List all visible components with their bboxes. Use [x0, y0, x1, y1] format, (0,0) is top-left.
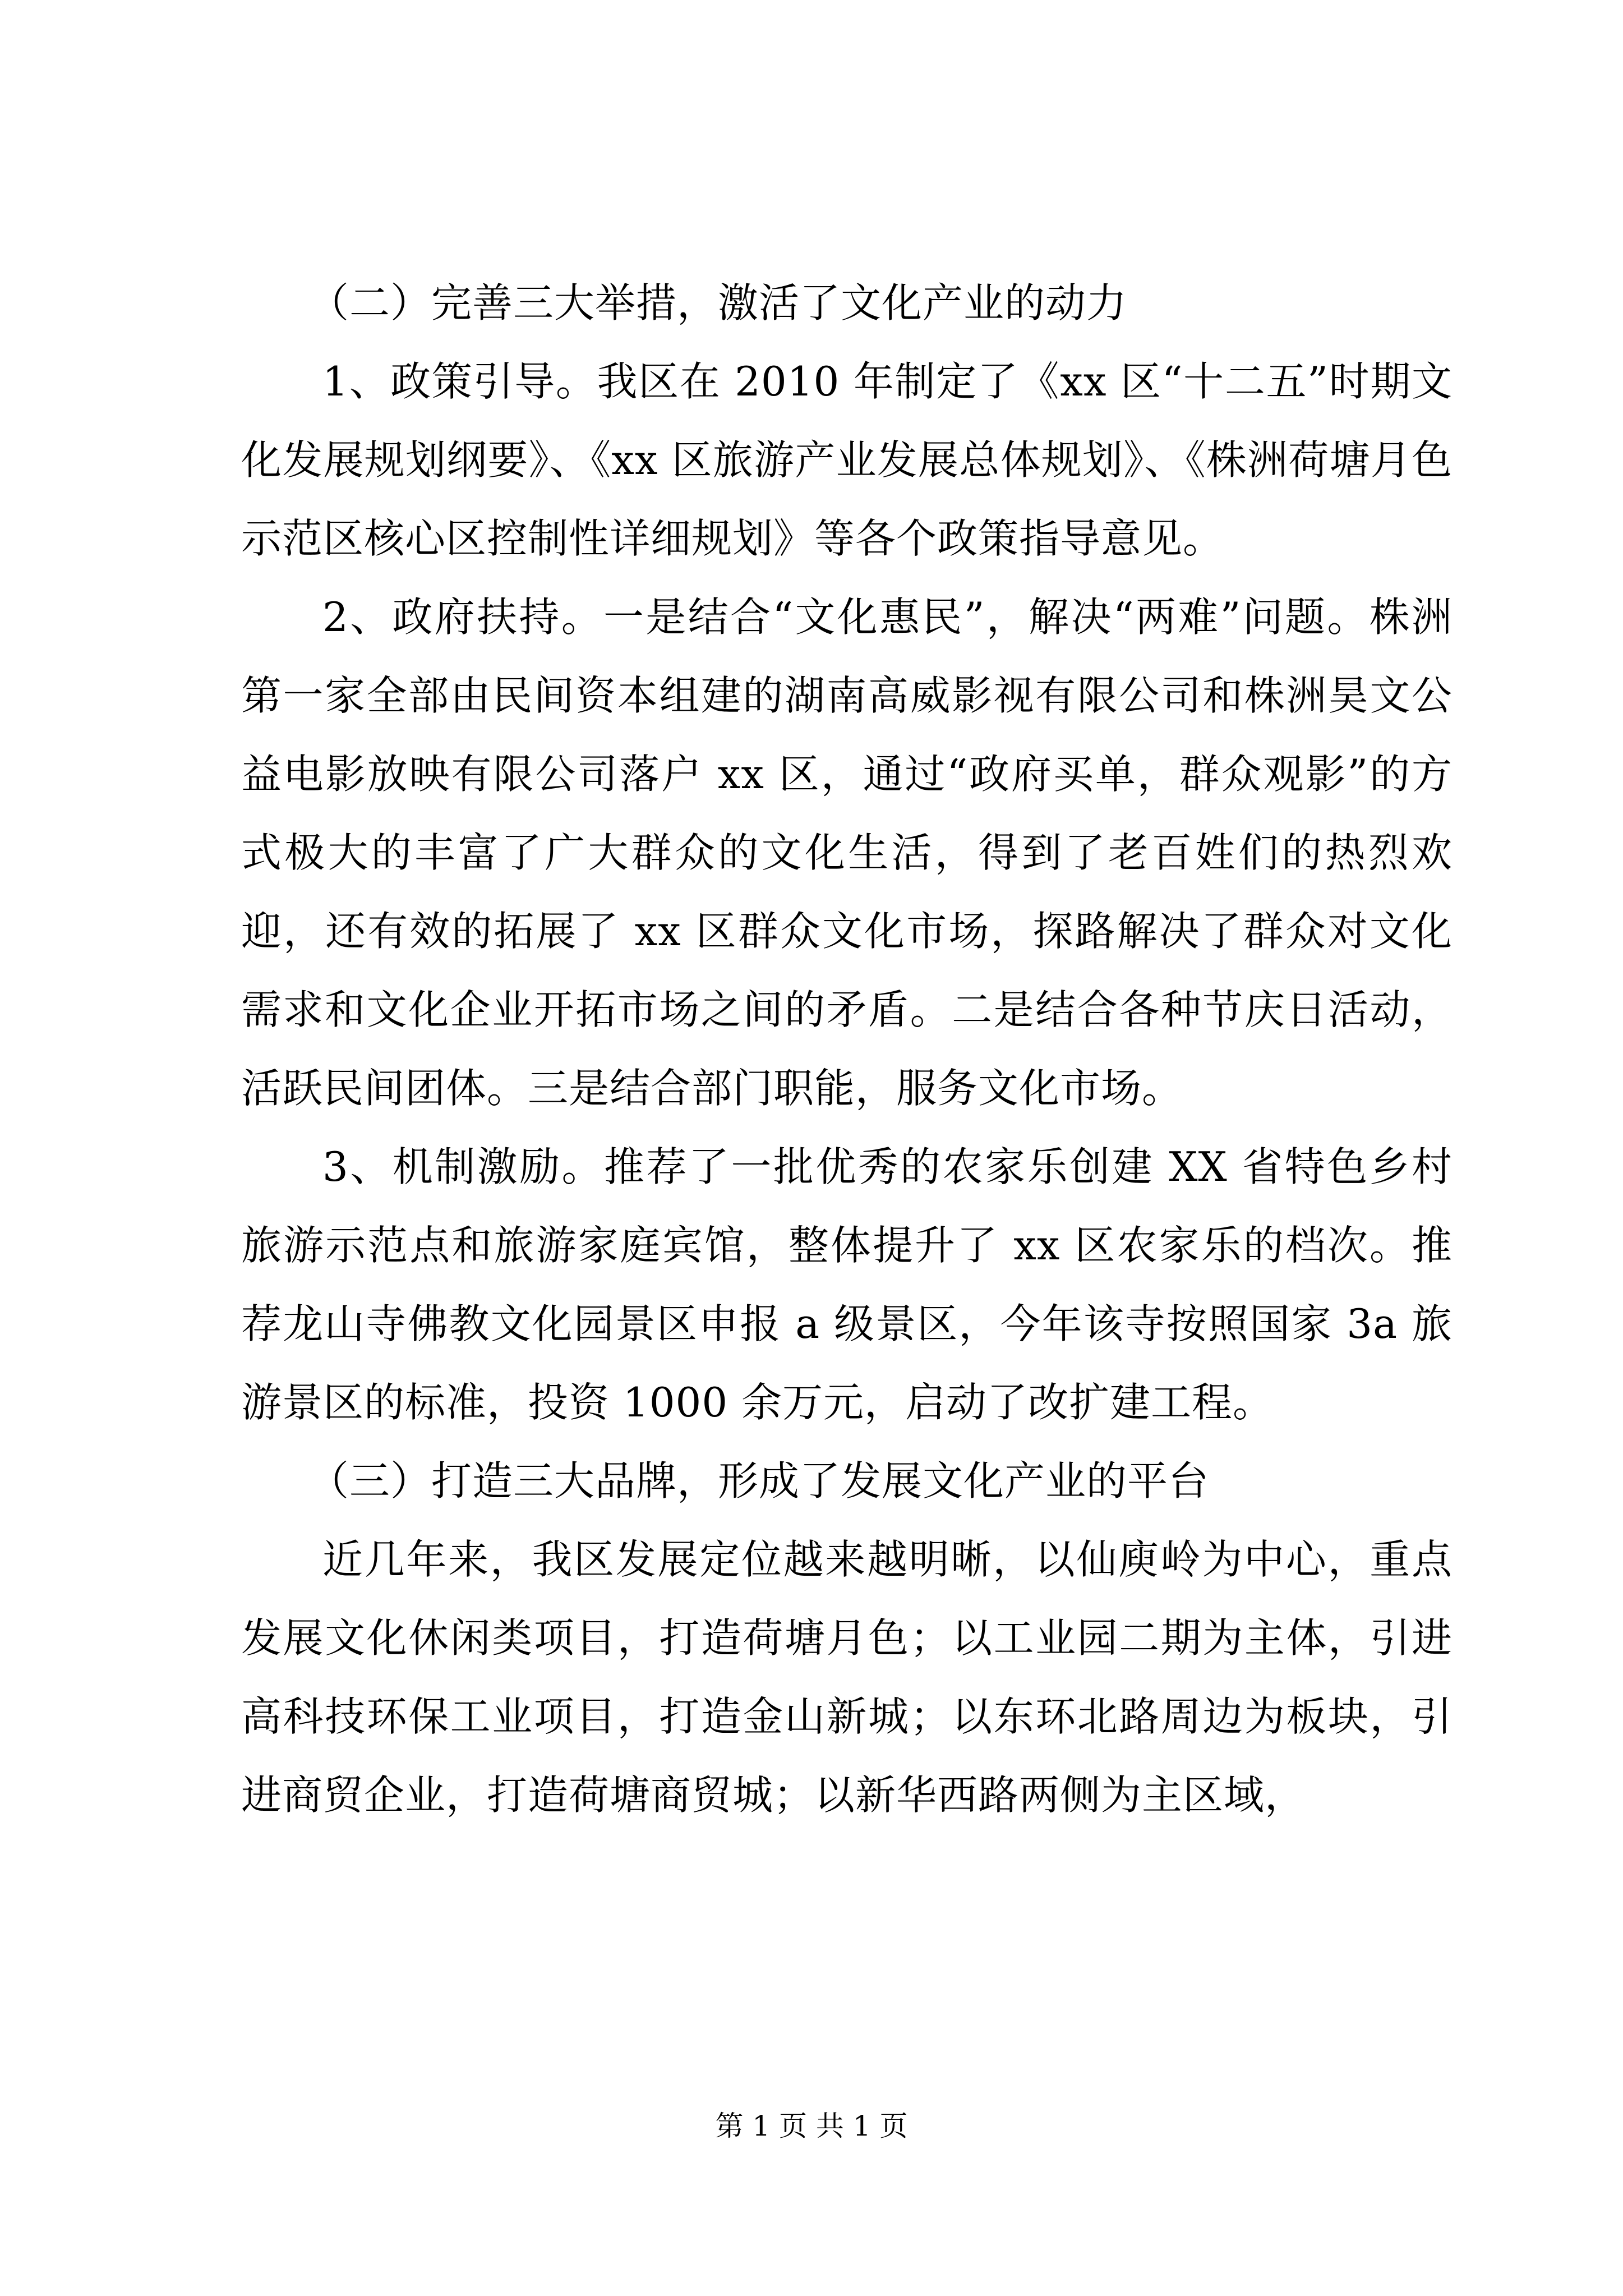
- section-heading-2: （二）完善三大举措，激活了文化产业的动力: [308, 279, 1128, 326]
- page-footer: 第 1 页 共 1 页: [715, 2110, 908, 2142]
- paragraph-development-positioning: 近几年来，我区发展定位越来越明晰，以仙庾岭为中心，重点发展文化休闲类项目，打造荷塘月色；以工业园二期为主体，引进高科技环保工业项目，打造金山新城；以东环北路周边为板块，引进商贸企业，打造荷塘商贸城；以新华西路两侧为主区域，: [241, 1536, 1453, 1819]
- paragraph-policy-guidance: 1、政策引导。我区在 2010 年制定了《xx 区“十二五”时期文化发展规划纲要》、《xx 区旅游产业发展总体规划》、《株洲荷塘月色示范区核心区控制性详细规划》等各个政策指导意见。: [241, 358, 1453, 562]
- paragraph-government-support: 2、政府扶持。一是结合“文化惠民”，解决“两难”问题。株洲第一家全部由民间资本组建的湖南高威影视有限公司和株洲昊文公益电影放映有限公司落户 xx 区，通过“政府买单，群众观影”的方式极大的丰富了广大群众的文化生活，得到了老百姓们的热烈欢迎，还有效的拓展了 xx 区群众文化市场，探路解决了群众对文化需求和文化企业开拓市场之间的矛盾。二是结合各种节庆日活动，活跃民间团体。三是结合部门职能，服务文化市场。: [241, 593, 1453, 1112]
- document-body: [241, 264, 1453, 1834]
- section-heading-3: （三）打造三大品牌，形成了发展文化产业的平台: [308, 1457, 1210, 1504]
- paragraph-mechanism-incentive: 3、机制激励。推荐了一批优秀的农家乐创建 XX 省特色乡村旅游示范点和旅游家庭宾馆，整体提升了 xx 区农家乐的档次。推荐龙山寺佛教文化园景区申报 a 级景区，今年该寺按照国家 3a 旅游景区的标准，投资 1000 余万元，启动了改扩建工程。: [241, 1143, 1453, 1426]
